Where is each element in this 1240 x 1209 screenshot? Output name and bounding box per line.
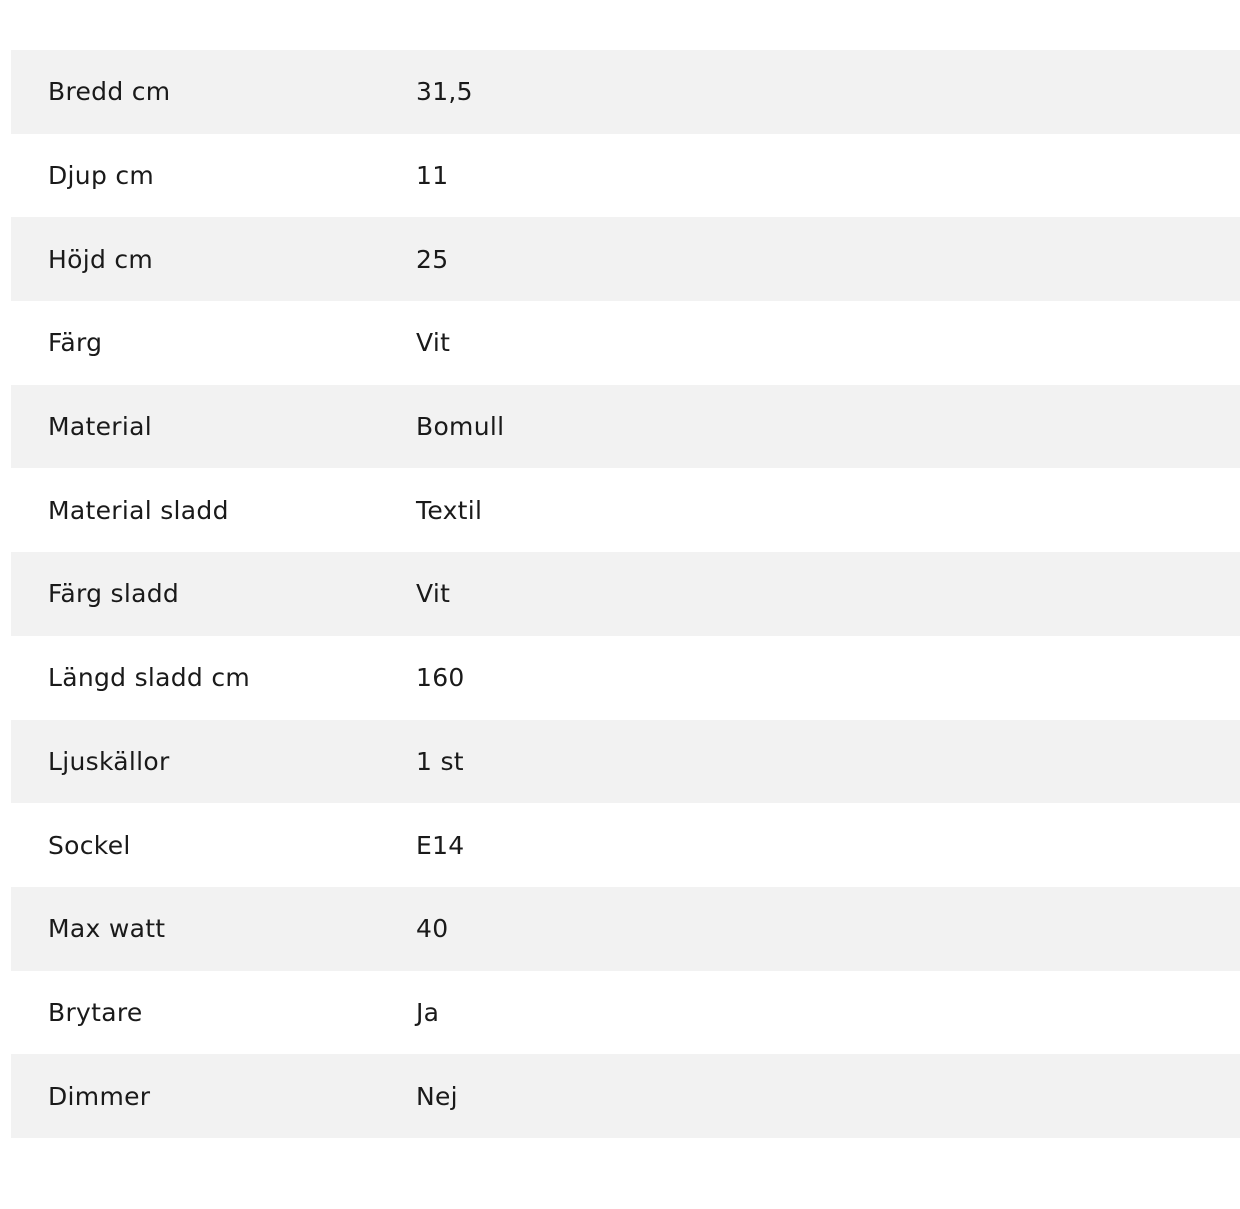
spec-label: Material sladd	[48, 495, 229, 525]
spec-label: Max watt	[48, 914, 166, 944]
spec-row-socket	[11, 803, 1240, 887]
spec-value: 1 st	[416, 746, 464, 776]
spec-value: 31,5	[416, 77, 473, 107]
spec-value: 25	[416, 244, 449, 274]
spec-label: Djup cm	[48, 161, 155, 191]
spec-row-material	[11, 385, 1240, 469]
spec-value: Vit	[416, 579, 451, 609]
spec-label: Färg	[48, 328, 103, 358]
spec-value: Bomull	[416, 412, 505, 442]
spec-row-dimmer	[11, 1054, 1240, 1138]
spec-label: Längd sladd cm	[48, 663, 251, 693]
spec-label: Dimmer	[48, 1081, 151, 1111]
spec-row-width	[11, 50, 1240, 134]
spec-value: E14	[416, 830, 465, 860]
spec-label: Bredd cm	[48, 77, 171, 107]
spec-row-cord-material	[11, 468, 1240, 552]
spec-value: 40	[416, 914, 449, 944]
spec-row-height	[11, 217, 1240, 301]
spec-value: Nej	[416, 1081, 458, 1111]
product-spec-table	[11, 50, 1240, 1138]
spec-label: Ljuskällor	[48, 746, 170, 776]
spec-label: Höjd cm	[48, 244, 154, 274]
spec-label: Färg sladd	[48, 579, 180, 609]
spec-row-max-watt	[11, 887, 1240, 971]
spec-value: 11	[416, 161, 449, 191]
spec-row-cord-color	[11, 552, 1240, 636]
spec-value: Vit	[416, 328, 451, 358]
spec-row-light-sources	[11, 720, 1240, 804]
spec-label: Sockel	[48, 830, 131, 860]
spec-label: Material	[48, 412, 152, 442]
spec-value: 160	[416, 663, 465, 693]
spec-row-cord-length	[11, 636, 1240, 720]
spec-value: Ja	[416, 997, 440, 1027]
spec-label: Brytare	[48, 997, 143, 1027]
spec-row-depth	[11, 134, 1240, 218]
spec-row-switch	[11, 971, 1240, 1055]
spec-value: Textil	[416, 495, 483, 525]
spec-row-color	[11, 301, 1240, 385]
